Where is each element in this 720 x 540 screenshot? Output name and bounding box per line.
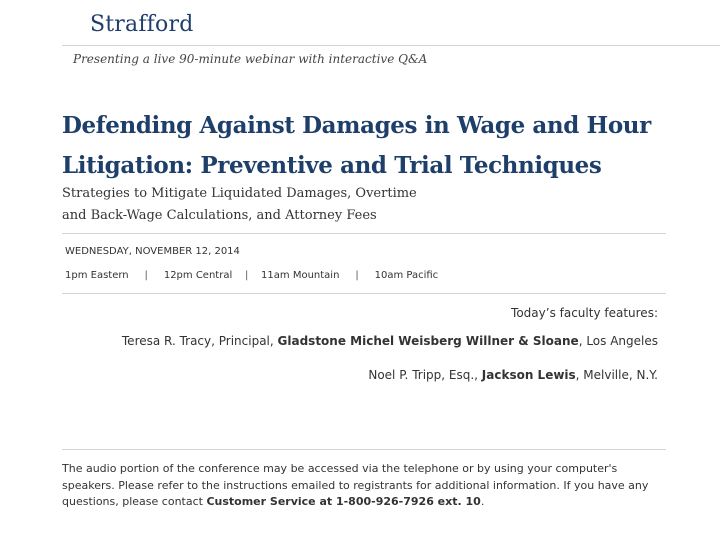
- webinar-date: WEDNESDAY, NOVEMBER 12, 2014: [65, 246, 240, 257]
- subtitle-line-1: Strategies to Mitigate Liquidated Damages, Overtime: [62, 186, 417, 201]
- webinar-title: [62, 106, 712, 186]
- time-mountain: 11am Mountain: [261, 270, 340, 281]
- audio-notice: [62, 461, 662, 511]
- faculty-member: [122, 334, 658, 348]
- faculty-location: , Melville, N.Y.: [575, 368, 658, 382]
- audio-notice-end: .: [480, 495, 485, 508]
- header-divider: [62, 45, 720, 46]
- webinar-times: [65, 270, 438, 281]
- faculty-name-title: Teresa R. Tracy, Principal,: [121, 334, 278, 348]
- faculty-firm: Jackson Lewis: [481, 368, 576, 382]
- faculty-name-title: Noel P. Tripp, Esq.,: [368, 368, 482, 382]
- subtitle-line-2: and Back-Wage Calculations, and Attorney Fees: [62, 208, 377, 223]
- webinar-subtitle: [62, 183, 662, 227]
- time-pacific: 10am Pacific: [374, 270, 439, 281]
- time-separator: |: [144, 270, 148, 281]
- title-line-2: Litigation: Preventive and Trial Techniques: [62, 152, 602, 179]
- title-line-1: Defending Against Damages in Wage and Hour: [62, 112, 651, 139]
- audio-divider: [62, 449, 666, 450]
- audio-notice-text: The audio portion of the conference may be accessed via the telephone or by using your computer's speakers. Please refer to the instructions emailed to registrants for additional information. If you have any questions, please contact: [62, 462, 649, 508]
- schedule-divider-top: [62, 233, 666, 234]
- webinar-tagline: Presenting a live 90-minute webinar with interactive Q&A: [73, 52, 428, 66]
- time-eastern: 1pm Eastern: [65, 270, 129, 281]
- time-separator: |: [355, 270, 359, 281]
- time-separator: |: [244, 270, 249, 281]
- strafford-logo: Strafford: [90, 12, 194, 37]
- faculty-member: [368, 368, 658, 382]
- schedule-divider-bottom: [62, 293, 666, 294]
- faculty-heading: Today’s faculty features:: [511, 306, 658, 320]
- time-central: 12pm Central: [163, 270, 233, 281]
- customer-service-contact: Customer Service at 1-800-926-7926 ext. 10: [206, 495, 481, 508]
- faculty-firm: Gladstone Michel Weisberg Willner & Sloane: [277, 334, 579, 348]
- faculty-location: , Los Angeles: [578, 334, 658, 348]
